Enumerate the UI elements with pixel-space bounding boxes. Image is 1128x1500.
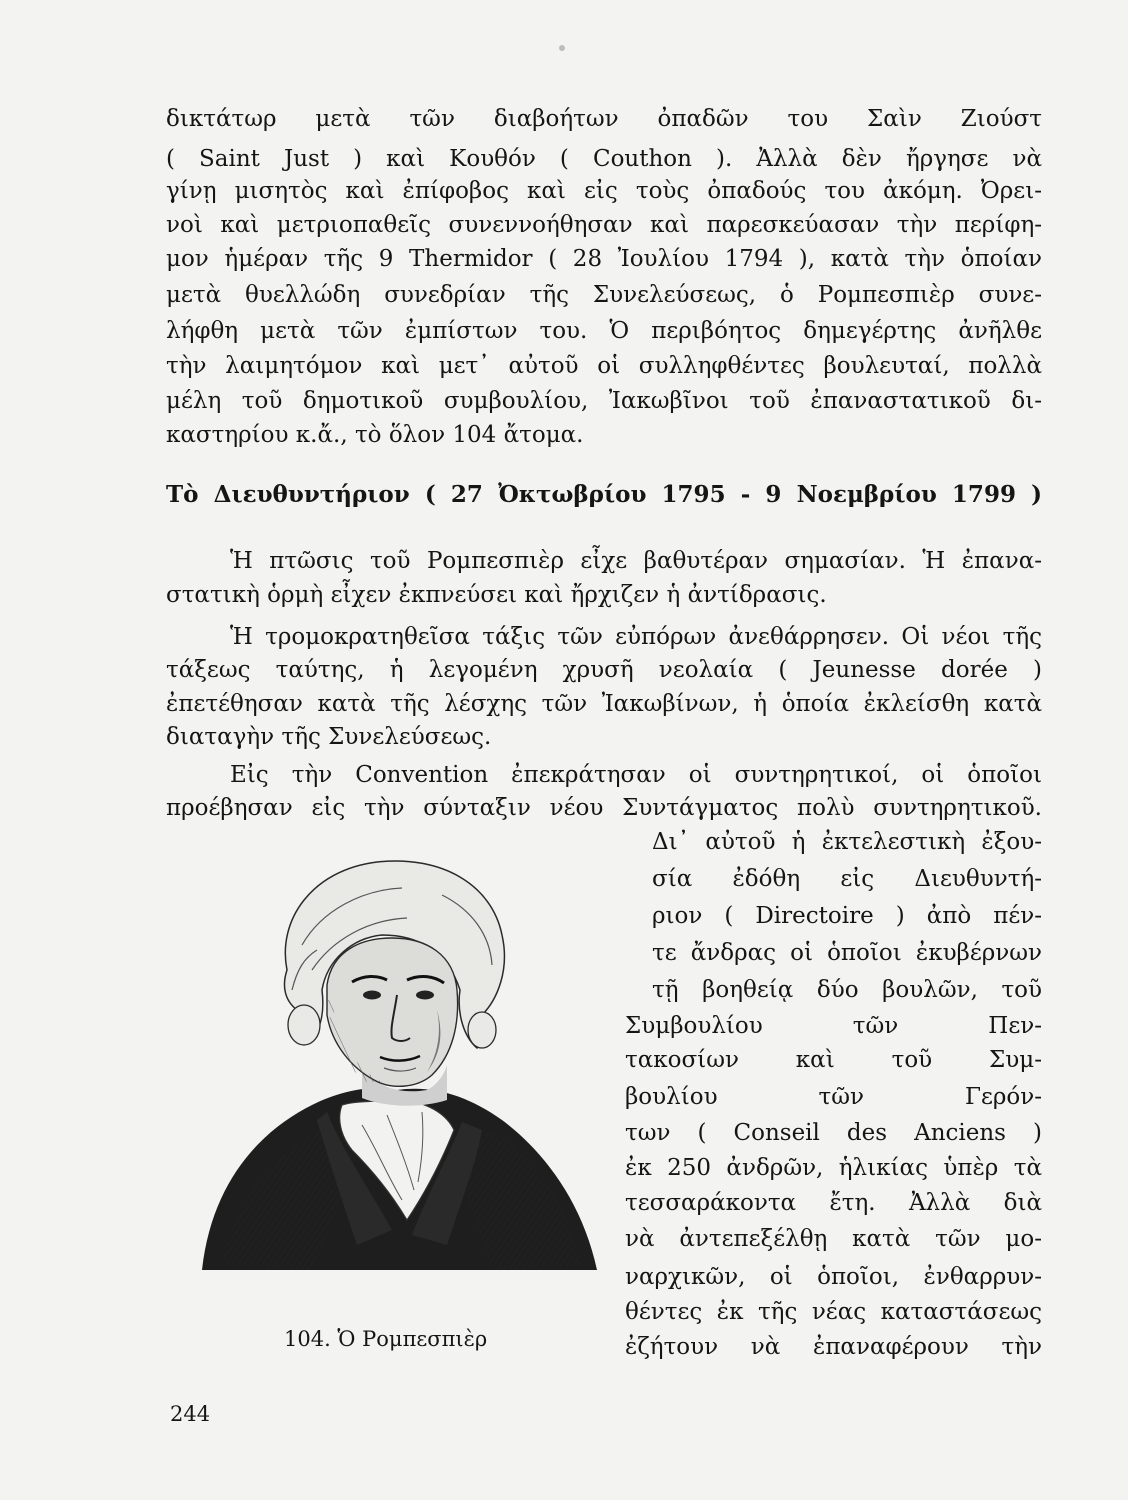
text-line: Εἰς τὴν Convention ἐπεκράτησαν οἱ συντηρητικοί, οἱ ὁποῖοι bbox=[230, 762, 1042, 788]
text-line: ἐζήτουν νὰ ἐπαναφέρουν τὴν bbox=[625, 1334, 1042, 1360]
section-heading: Τὸ Διευθυντήριον ( 27 Ὀκτωβρίου 1795 - 9 Νοεμβρίου 1799 ) bbox=[166, 481, 1042, 508]
text-line: ἐκ 250 ἀνδρῶν, ἡλικίας ὑπὲρ τὰ bbox=[625, 1155, 1042, 1181]
text-line: δικτάτωρ μετὰ τῶν διαβοήτων ὀπαδῶν του Σαὶν Ζιούστ bbox=[166, 106, 1042, 132]
text-line: γίνῃ μισητὸς καὶ ἐπίφοβος καὶ εἰς τοὺς ὀπαδούς του ἀκόμη. Ὀρει- bbox=[166, 178, 1042, 204]
text-line: ναρχικῶν, οἱ ὁποῖοι, ἐνθαρρυν- bbox=[625, 1264, 1042, 1290]
text-line: μετὰ θυελλώδη συνεδρίαν τῆς Συνελεύσεως, ὁ Ρομπεσπιὲρ συνε- bbox=[166, 282, 1042, 308]
text-line: στατικὴ ὁρμὴ εἶχεν ἐκπνεύσει καὶ ἤρχιζεν ἡ ἀντίδρασις. bbox=[166, 582, 827, 608]
text-line: Συμβουλίου τῶν Πεν- bbox=[625, 1013, 1042, 1039]
text-line: διαταγὴν τῆς Συνελεύσεως. bbox=[166, 724, 492, 750]
text-line: νὰ ἀντεπεξέλθῃ κατὰ τῶν μο- bbox=[625, 1226, 1042, 1252]
text-line: σία ἐδόθη εἰς Διευθυντή- bbox=[652, 866, 1042, 892]
paper-speck bbox=[559, 45, 565, 51]
page-number: 244 bbox=[170, 1402, 211, 1426]
text-line: θέντες ἐκ τῆς νέας καταστάσεως bbox=[625, 1299, 1042, 1325]
text-line: μέλη τοῦ δημοτικοῦ συμβουλίου, Ἰακωβῖνοι τοῦ ἐπαναστατικοῦ δι- bbox=[166, 388, 1042, 414]
text-line: τῇ βοηθείᾳ δύο βουλῶν, τοῦ bbox=[652, 977, 1042, 1003]
text-line: Ἡ πτῶσις τοῦ Ρομπεσπιὲρ εἶχε βαθυτέραν σημασίαν. Ἡ ἐπανα- bbox=[230, 548, 1042, 574]
portrait-engraving bbox=[192, 850, 612, 1300]
text-line: τάξεως ταύτης, ἡ λεγομένη χρυσῆ νεολαία ( Jeunesse dorée ) bbox=[166, 657, 1042, 683]
text-line: βουλίου τῶν Γερόν- bbox=[625, 1084, 1042, 1110]
text-line: τεσσαράκοντα ἔτη. Ἀλλὰ διὰ bbox=[625, 1190, 1042, 1216]
text-line: ( Saint Just ) καὶ Κουθόν ( Couthon ). Ἀλλὰ δὲν ἤργησε νὰ bbox=[166, 146, 1042, 172]
text-line: λήφθη μετὰ τῶν ἐμπίστων του. Ὁ περιβόητος δημεγέρτης ἀνῆλθε bbox=[166, 318, 1042, 344]
text-line: Ἡ τρομοκρατηθεῖσα τάξις τῶν εὐπόρων ἀνεθάρρησεν. Οἱ νέοι τῆς bbox=[230, 624, 1042, 650]
text-line: μον ἡμέραν τῆς 9 Thermidor ( 28 Ἰουλίου 1794 ), κατὰ τὴν ὁποίαν bbox=[166, 246, 1042, 272]
text-line: τὴν λαιμητόμον καὶ μετ᾽ αὐτοῦ οἱ συλληφθέντες βουλευταί, πολλὰ bbox=[166, 353, 1042, 379]
text-line: τε ἄνδρας οἱ ὁποῖοι ἐκυβέρνων bbox=[652, 940, 1042, 966]
text-line: Δι᾽ αὐτοῦ ἡ ἐκτελεστικὴ ἐξου- bbox=[652, 829, 1042, 855]
text-line: καστηρίου κ.ἄ., τὸ ὅλον 104 ἄτομα. bbox=[166, 422, 584, 448]
text-line: προέβησαν εἰς τὴν σύνταξιν νέου Συντάγματος πολὺ συντηρητικοῦ. bbox=[166, 795, 1042, 821]
figure-caption: 104. Ὁ Ρομπεσπιὲρ bbox=[284, 1327, 488, 1351]
text-line: τακοσίων καὶ τοῦ Συμ- bbox=[625, 1047, 1042, 1073]
text-line: ἐπετέθησαν κατὰ τῆς λέσχης τῶν Ἰακωβίνων, ἡ ὁποία ἐκλείσθη κατὰ bbox=[166, 691, 1042, 717]
text-line: ριον ( Directoire ) ἀπὸ πέν- bbox=[652, 903, 1042, 929]
text-line: νοὶ καὶ μετριοπαθεῖς συνεννοήθησαν καὶ παρεσκεύασαν τὴν περίφη- bbox=[166, 212, 1042, 238]
text-line: των ( Conseil des Anciens ) bbox=[625, 1120, 1042, 1146]
